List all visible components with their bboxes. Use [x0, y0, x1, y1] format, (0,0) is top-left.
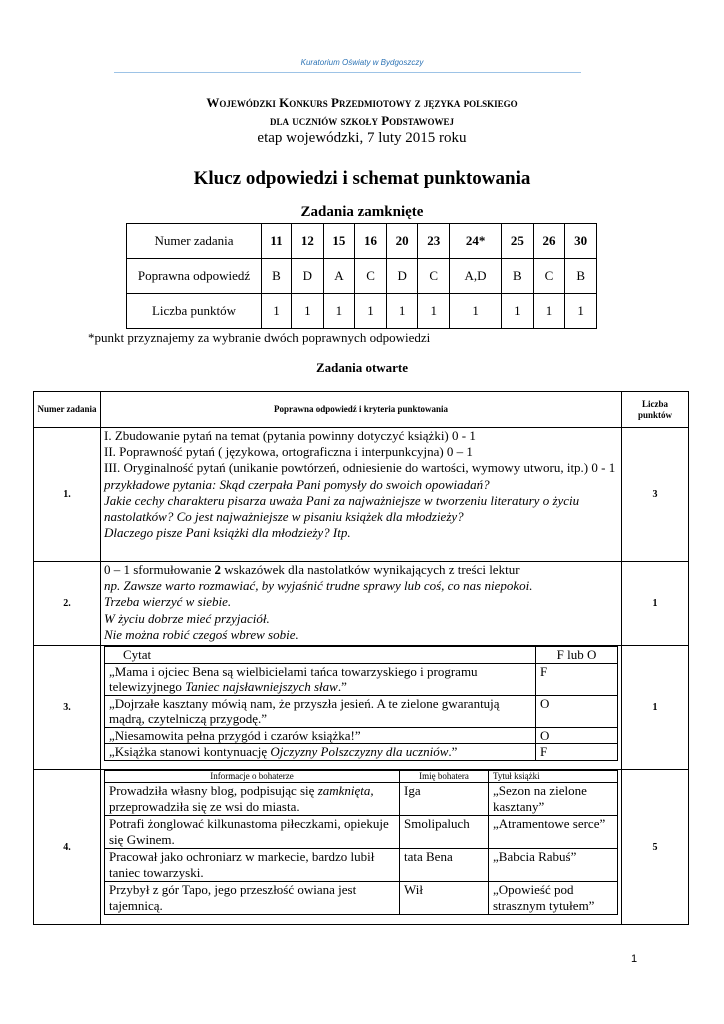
header-organization: Kuratorium Oświaty w Bydgoszczy — [300, 58, 424, 67]
task-points: 5 — [622, 770, 689, 925]
correct-answer: D — [292, 259, 324, 294]
task-number: 12 — [292, 224, 324, 259]
points-value: 1 — [565, 294, 597, 329]
closed-row-answers — [127, 259, 597, 294]
points-value: 1 — [418, 294, 450, 329]
closed-row-numbers — [127, 224, 597, 259]
task-number: 15 — [323, 224, 355, 259]
quote-text: „Niesamowita pełna przygód i czarów książka!” — [105, 727, 536, 744]
quote-answer: F — [536, 744, 618, 761]
quote-answer: O — [536, 727, 618, 744]
open-header-row — [34, 392, 689, 428]
character-row — [105, 882, 618, 915]
header-divider — [114, 72, 581, 73]
header-task-number: Numer zadania — [34, 392, 101, 428]
book-title: „Babcia Rabuś” — [489, 849, 618, 882]
task-number: 26 — [533, 224, 565, 259]
character-name: Iga — [400, 783, 489, 816]
character-info: Pracował jako ochroniarz w markecie, bardzo lubił taniec towarzyski. — [105, 849, 400, 882]
title-column-header: Tytuł książki — [489, 771, 618, 783]
name-column-header: Imię bohatera — [400, 771, 489, 783]
points-value: 1 — [386, 294, 418, 329]
open-tasks-heading: Zadania otwarte — [315, 360, 409, 375]
character-name: Wił — [400, 882, 489, 915]
correct-answer: C — [418, 259, 450, 294]
closed-row-points — [127, 294, 597, 329]
character-row — [105, 816, 618, 849]
points-value: 1 — [450, 294, 502, 329]
correct-answer: B — [502, 259, 534, 294]
open-task-row-2 — [34, 562, 689, 646]
competition-title: Wojewódzki Konkurs Przedmiotowy z języka polskiego — [206, 95, 518, 110]
closed-tasks-footnote: *punkt przyznajemy za wybranie dwóch poprawnych odpowiedzi — [88, 330, 431, 345]
quote-part: .” — [448, 744, 458, 759]
task-criteria — [101, 428, 622, 562]
info-part: przeprowadziła się ze wsi do miasta. — [109, 799, 300, 814]
quote-part: .” — [337, 679, 347, 694]
quote-row — [105, 695, 618, 727]
points-value: 1 — [533, 294, 565, 329]
task-number: 24* — [450, 224, 502, 259]
stage-date: etap wojewódzki, 7 luty 2015 roku — [257, 130, 467, 146]
row-label-numbers: Numer zadania — [127, 224, 262, 259]
example-line: Dlaczego pisze Pani książki dla młodzieży? Itp. — [104, 525, 351, 541]
task-number: 30 — [565, 224, 597, 259]
characters-header — [105, 771, 618, 783]
criterion-text: 0 – 1 sformułowanie — [104, 562, 215, 577]
row-label-answers: Poprawna odpowiedź — [127, 259, 262, 294]
character-name: tata Bena — [400, 849, 489, 882]
example-line: Jakie cechy charakteru pisarza uważa Pani za najważniejsze w tworzeniu literatury o życiu nastolatków? Co jest najważniejsze w pisaniu książek dla młodzieży? — [104, 492, 580, 525]
book-title: „Sezon na zielone kasztany” — [489, 783, 618, 816]
task-points: 1 — [622, 646, 689, 770]
quote-title: Ojczyzny Polszczyzny dla uczniów — [270, 744, 449, 759]
task-number: 20 — [386, 224, 418, 259]
info-italic: zamknięta, — [317, 783, 374, 798]
criterion-count: 2 — [214, 562, 221, 577]
open-task-row-4 — [34, 770, 689, 925]
header-answer-criteria: Poprawna odpowiedź i kryteria punktowania — [101, 392, 622, 428]
quote-answer: F — [536, 663, 618, 695]
quotes-table — [104, 646, 618, 761]
task-points: 1 — [622, 562, 689, 646]
book-title: „Opowieść pod strasznym tytułem” — [489, 882, 618, 915]
task-criteria — [101, 770, 622, 925]
task-number: 1. — [34, 428, 101, 562]
task-criteria — [101, 562, 622, 646]
task-number: 2. — [34, 562, 101, 646]
quote-text — [105, 663, 536, 695]
quotes-header — [105, 647, 618, 664]
quote-row — [105, 663, 618, 695]
task-number: 25 — [502, 224, 534, 259]
characters-table — [104, 770, 618, 915]
character-row — [105, 783, 618, 816]
task-number: 4. — [34, 770, 101, 925]
criterion-line: III. Oryginalność pytań (unikanie powtórzeń, odniesienie do wartości, wymowy utworu, itp.) 0 - 1 — [104, 460, 616, 476]
correct-answer: C — [355, 259, 387, 294]
character-row — [105, 849, 618, 882]
correct-answer: D — [386, 259, 418, 294]
page-number: 1 — [631, 953, 638, 965]
document-title: Klucz odpowiedzi i schemat punktowania — [193, 168, 531, 189]
correct-answer: B — [565, 259, 597, 294]
points-value: 1 — [262, 294, 292, 329]
quote-text — [105, 744, 536, 761]
points-value: 1 — [323, 294, 355, 329]
task-number: 11 — [262, 224, 292, 259]
task-points: 3 — [622, 428, 689, 562]
header-points: Liczba punktów — [622, 392, 689, 428]
example-line: W życiu dobrze mieć przyjaciół. — [104, 610, 270, 626]
quote-column-header: Cytat — [105, 647, 536, 664]
quote-row — [105, 727, 618, 744]
open-tasks-table — [33, 391, 689, 925]
book-title: „Atramentowe serce” — [489, 816, 618, 849]
quote-part: „Mama i ojciec Bena są wielbicielami tańca towarzyskiego i programu telewizyjnego — [109, 663, 478, 694]
task-number: 23 — [418, 224, 450, 259]
example-line: przykładowe pytania: Skąd czerpała Pani pomysły do swoich opowiadań? — [104, 476, 490, 492]
competition-subtitle: dla uczniów szkoły Podstawowej — [269, 113, 455, 128]
correct-answer: A — [323, 259, 355, 294]
open-task-row-3 — [34, 646, 689, 770]
correct-answer: C — [533, 259, 565, 294]
character-name: Smolipaluch — [400, 816, 489, 849]
quote-row — [105, 744, 618, 761]
correct-answer: A,D — [450, 259, 502, 294]
points-value: 1 — [355, 294, 387, 329]
criterion-line: II. Poprawność pytań ( językowa, ortograficzna i interpunkcyjna) 0 – 1 — [104, 444, 473, 460]
task-number: 16 — [355, 224, 387, 259]
info-part: Prowadziła własny blog, podpisując się — [109, 783, 318, 798]
fo-column-header: F lub O — [536, 647, 618, 664]
points-value: 1 — [292, 294, 324, 329]
closed-tasks-table — [126, 223, 597, 329]
info-column-header: Informacje o bohaterze — [105, 771, 400, 783]
quote-title: Taniec najsławniejszych sław — [185, 679, 338, 694]
example-line: Nie można robić czegoś wbrew sobie. — [104, 626, 299, 642]
example-line: Trzeba wierzyć w siebie. — [104, 594, 232, 610]
character-info: Potrafi żonglować kilkunastoma piłeczkami, opiekuje się Gwinem. — [105, 816, 400, 849]
criterion-line: I. Zbudowanie pytań na temat (pytania powinny dotyczyć książki) 0 - 1 — [104, 428, 476, 443]
closed-tasks-heading: Zadania zamknięte — [300, 204, 424, 220]
task-number: 3. — [34, 646, 101, 770]
example-line: np. Zawsze warto rozmawiać, by wyjaśnić trudne sprawy lub coś, co nas niepokoi. — [104, 578, 533, 594]
points-value: 1 — [502, 294, 534, 329]
open-task-row-1 — [34, 428, 689, 562]
criterion-text: wskazówek dla nastolatków wynikających z treści lektur — [220, 562, 520, 577]
quote-answer: O — [536, 695, 618, 727]
character-info: Przybył z gór Tapo, jego przeszłość owiana jest tajemnicą. — [105, 882, 400, 915]
task-criteria — [101, 646, 622, 770]
quote-text: „Dojrzałe kasztany mówią nam, że przyszła jesień. A te zielone gwarantują mądrą, czytelniczą przygodę.” — [105, 695, 536, 727]
character-info — [105, 783, 400, 816]
criterion-line — [104, 562, 618, 578]
row-label-points: Liczba punktów — [127, 294, 262, 329]
correct-answer: B — [262, 259, 292, 294]
quote-part: „Książka stanowi kontynuację — [109, 744, 271, 759]
